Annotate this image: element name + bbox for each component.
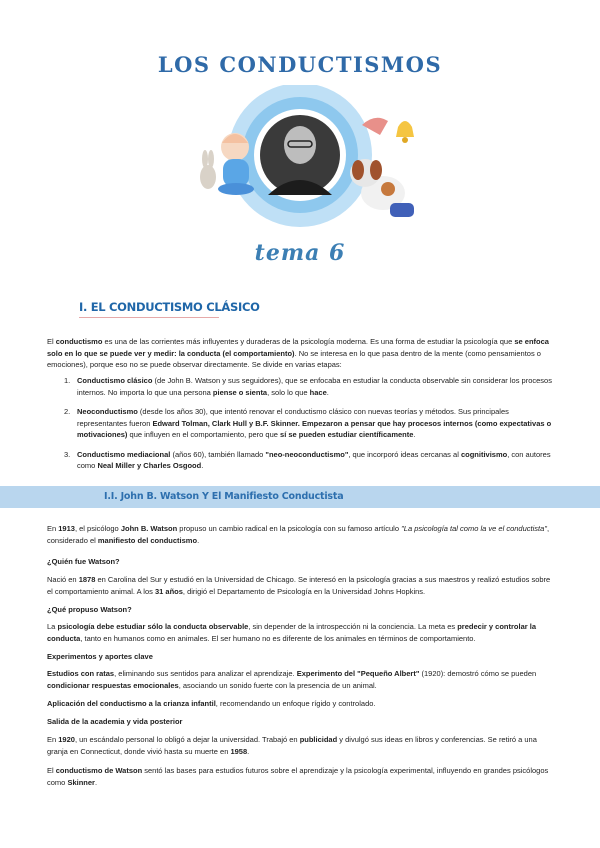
paragraph-proposal: La psicología debe estudiar sólo la conducta observable, sin depender de la introspección ni la conciencia. La meta es predecir y controlar la conducta, tanto en humanos como en animales. El ser humano no es diferente de los animales en términos de comportamiento. bbox=[47, 622, 536, 643]
paragraph-biography: Nació en 1878 en Carolina del Sur y estudió en la Universidad de Chicago. Se interesó en la psicología gracias a sus maestros y realizó estudios sobre el comportamiento animal. A los 31 años, dirigió el Departamento de Psicología en la Universidad Johns Hopkins. bbox=[47, 575, 551, 596]
question-heading: Salida de la academia y vida posterior bbox=[47, 717, 183, 726]
paragraph-later-life: En 1920, un escándalo personal lo obligó a dejar la universidad. Trabajó en publicidad y divulgó sus ideas en libros y conferencias. Se retiró a una granja en Connecticut, donde vivió hasta su muerte en 1958. bbox=[47, 735, 537, 756]
section-heading: I. EL CONDUCTISMO CLÁSICO bbox=[79, 300, 260, 314]
question-heading: ¿Quién fue Watson? bbox=[47, 557, 120, 566]
heading-underline bbox=[79, 317, 219, 318]
question-heading: ¿Qué propuso Watson? bbox=[47, 605, 132, 614]
paragraph-experiments: Estudios con ratas, eliminando sus sentidos para analizar el aprendizaje. Experimento del "Pequeño Albert" (1920): demostró cómo se pueden condicionar respuestas emocionales, asociando un sonido fuerte con la presencia de un animal. bbox=[47, 669, 537, 690]
question-heading: Experimentos y aportes clave bbox=[47, 652, 153, 661]
baby-and-rabbit-icon bbox=[200, 133, 254, 195]
subsection-heading: I.I. John B. Watson Y El Manifiesto Conductista bbox=[104, 491, 344, 502]
hero-illustration bbox=[200, 85, 430, 235]
page-title: LOS CONDUCTISMOS bbox=[157, 52, 443, 77]
paragraph-legacy: El conductismo de Watson sentó las bases para estudios futuros sobre el aprendizaje y la psicología experimental, influyendo en grandes psicólogos como Skinner. bbox=[47, 766, 549, 787]
paragraph-manifesto: En 1913, el psicólogo John B. Watson propuso un cambio radical en la psicología con su famoso artículo "La psicología tal como la ve el conductista", considerado el manifiesto del conductismo. bbox=[47, 524, 550, 545]
list-number: 2. bbox=[64, 407, 71, 416]
list-item bbox=[47, 449, 553, 472]
list-item-text: Conductismo mediacional (años 60), también llamado "neo-neoconductismo", que incorporó ideas cercanas al cognitivismo, con autores como Neal Miller y Charles Osgood. bbox=[77, 449, 551, 470]
subsection-band bbox=[0, 486, 600, 508]
subtitle: tema 6 bbox=[254, 240, 346, 266]
list-item bbox=[47, 375, 553, 398]
list-number: 1. bbox=[64, 376, 71, 385]
paragraph-parenting: Aplicación del conductismo a la crianza infantil, recomendando un enfoque rígido y controlado. bbox=[47, 699, 376, 708]
list-item-text: Conductismo clásico (de John B. Watson y sus seguidores), que se enfocaba en estudiar la conducta observable sin considerar los procesos internos. No importa lo que una persona piense o sienta, solo lo que hace. bbox=[77, 376, 552, 397]
list-number: 3. bbox=[64, 449, 71, 459]
list-item-text: Neoconductismo (desde los años 30), que intentó renovar el conductismo clásico con nuevas teorías y métodos. Sus principales representantes fueron Edward Tolman, Clark Hull y B.F. Skinner. Empezaron a pensar que hay procesos internos (como expectativas o motivaciones) que influyen en el comportamiento, pero que sí se pueden estudiar científicamente. bbox=[77, 407, 552, 439]
stages-list bbox=[47, 375, 553, 480]
list-item bbox=[47, 406, 553, 441]
intro-paragraph: El conductismo es una de las corrientes más influyentes y duraderas de la psicología moderna. Es una forma de estudiar la psicología que se enfoca solo en lo que se puede ver y medir: la conducta (el comportamiento). No se interesa en lo que pasa dentro de la mente (como pensamientos o emociones), porque eso no se puede observar directamente. Se divide en varias etapas: bbox=[47, 337, 549, 369]
